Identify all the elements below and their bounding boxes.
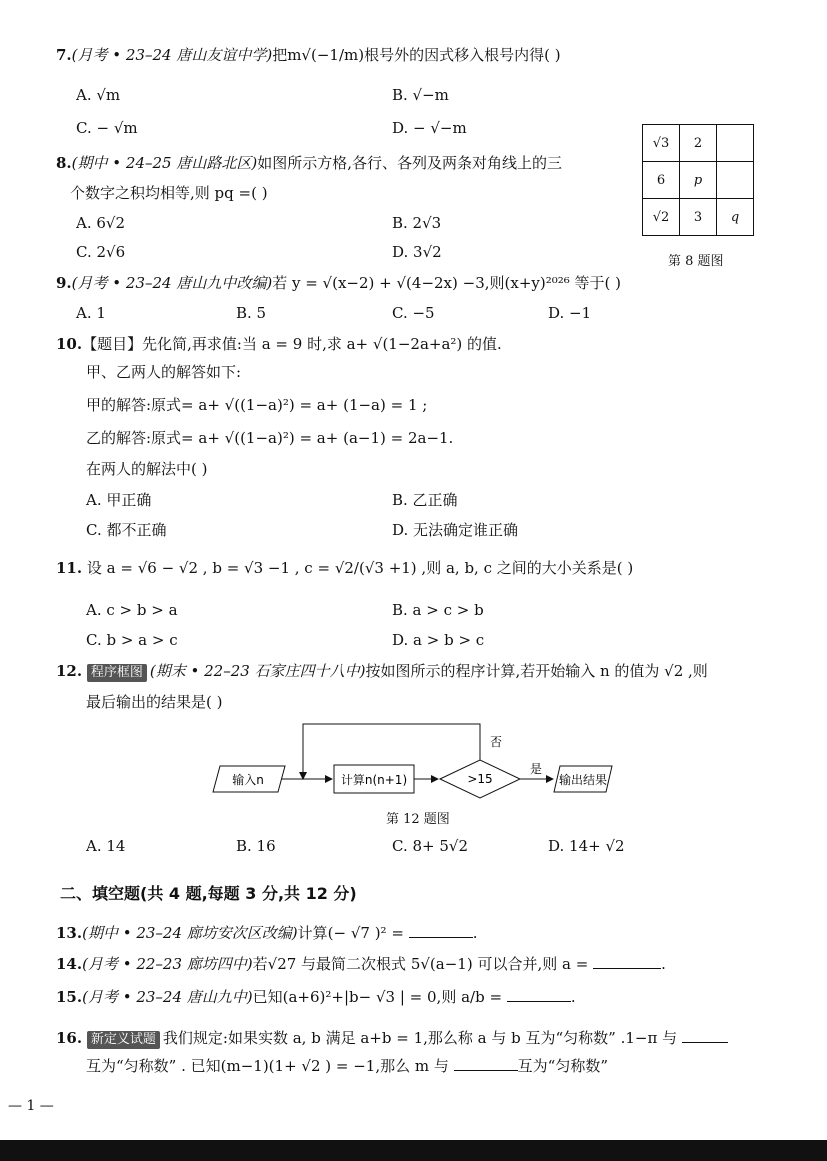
page-number: — 1 —	[8, 1098, 54, 1114]
grid-cell: 6	[643, 162, 680, 199]
flow-yes-label: 是	[529, 762, 543, 776]
q8-option-d[interactable]: D. 3√2	[392, 243, 442, 261]
q10-stem: 10.【题目】先化简,再求值:当 a = 9 时,求 a+ √(1−2a+a²) 的值.	[56, 335, 502, 353]
grid-cell: √2	[643, 199, 680, 236]
q9-stem: 9.(月考 • 23–24 唐山九中改编)若 y = √(x−2) + √(4−2x) −3,则(x+y)²⁰²⁶ 等于( )	[56, 274, 622, 292]
grid-cell: p	[680, 162, 717, 199]
q8-option-c[interactable]: C. 2√6	[76, 243, 126, 261]
grid-cell	[717, 162, 754, 199]
q7-option-a[interactable]: A. √m	[76, 86, 121, 104]
q8-option-b[interactable]: B. 2√3	[392, 214, 442, 232]
q14-answer-blank[interactable]	[593, 954, 661, 969]
q8-stem-line2: 个数字之积均相等,则 pq =( )	[70, 184, 268, 202]
flow-condition-label: >15	[467, 772, 493, 786]
q14-stem: 14.(月考 • 22–23 廊坊四中)若√27 与最简二次根式 5√(a−1) 可以合并,则 a = .	[56, 955, 666, 973]
q9-option-d[interactable]: D. −1	[548, 304, 592, 322]
q7-option-c[interactable]: C. − √m	[76, 119, 138, 137]
flow-output-label: 输出结果	[558, 773, 608, 787]
grid-cell: q	[717, 199, 754, 236]
q13-stem: 13.(期中 • 23–24 廊坊安次区改编)计算(− √7 )² = .	[56, 924, 478, 942]
grid-cell: 2	[680, 125, 717, 162]
q12-option-c[interactable]: C. 8+ 5√2	[392, 837, 469, 855]
q7-option-d[interactable]: D. − √−m	[392, 119, 467, 137]
q9-option-c[interactable]: C. −5	[392, 304, 435, 322]
grid-cell	[717, 125, 754, 162]
q12-figure-caption: 第 12 题图	[386, 812, 450, 827]
q15-stem: 15.(月考 • 23–24 唐山九中)已知(a+6)²+|b− √3 | = 0,则 a/b = .	[56, 988, 576, 1006]
q10-line1: 甲、乙两人的解答如下:	[86, 363, 242, 381]
q12-option-d[interactable]: D. 14+ √2	[548, 837, 625, 855]
q11-stem: 11. 设 a = √6 − √2 , b = √3 −1 , c = √2/(√3 +1) ,则 a, b, c 之间的大小关系是( )	[56, 559, 634, 577]
grid-cell: √3	[643, 125, 680, 162]
q16-tag: 新定义试题	[87, 1031, 160, 1049]
q12-flowchart	[210, 718, 620, 808]
q11-option-c[interactable]: C. b > a > c	[86, 631, 178, 649]
q9-option-a[interactable]: A. 1	[76, 304, 106, 322]
q10-option-b[interactable]: B. 乙正确	[392, 491, 458, 509]
q16-answer-blank-2[interactable]	[454, 1056, 518, 1071]
q12-option-b[interactable]: B. 16	[236, 837, 276, 855]
q11-option-a[interactable]: A. c > b > a	[86, 601, 178, 619]
grid-cell: 3	[680, 199, 717, 236]
q9-option-b[interactable]: B. 5	[236, 304, 267, 322]
q16-answer-blank-1[interactable]	[682, 1028, 728, 1043]
flow-no-label: 否	[490, 735, 503, 749]
q7-stem: 7.(月考 • 23–24 唐山友谊中学)把m√(−1/m)根号外的因式移入根号内得( )	[56, 46, 561, 64]
q16-stem-line2: 互为“匀称数” . 已知(m−1)(1+ √2 ) = −1,那么 m 与 互为“匀称数”	[86, 1057, 609, 1075]
q15-answer-blank[interactable]	[507, 987, 571, 1002]
q10-option-d[interactable]: D. 无法确定谁正确	[392, 521, 519, 539]
q8-option-a[interactable]: A. 6√2	[76, 214, 126, 232]
q8-magic-square	[642, 124, 754, 236]
q8-stem-line1: 8.(期中 • 24–25 唐山路北区)如图所示方格,各行、各列及两条对角线上的三	[56, 154, 562, 172]
q16-stem-line1: 16. 新定义试题 我们规定:如果实数 a, b 满足 a+b = 1,那么称 a 与 b 互为“匀称数” .1−π 与	[56, 1028, 728, 1049]
q8-figure-caption: 第 8 题图	[668, 254, 724, 269]
q10-option-c[interactable]: C. 都不正确	[86, 521, 167, 539]
q10-line3: 乙的解答:原式= a+ √((1−a)²) = a+ (a−1) = 2a−1.	[86, 429, 454, 447]
q10-option-a[interactable]: A. 甲正确	[86, 491, 152, 509]
q12-tag: 程序框图	[87, 664, 147, 682]
bottom-edge-bar	[0, 1140, 827, 1161]
q10-line2: 甲的解答:原式= a+ √((1−a)²) = a+ (1−a) = 1 ;	[86, 396, 428, 414]
q12-stem-line1: 12. 程序框图 (期末 • 22–23 石家庄四十八中)按如图所示的程序计算,若开始输入 n 的值为 √2 ,则	[56, 662, 708, 680]
q12-option-a[interactable]: A. 14	[86, 837, 126, 855]
q11-option-b[interactable]: B. a > c > b	[392, 601, 484, 619]
flow-calc-label: 计算n(n+1)	[340, 773, 408, 787]
q10-line4: 在两人的解法中( )	[86, 460, 208, 478]
flow-input-label: 输入n	[232, 773, 264, 787]
q11-option-d[interactable]: D. a > b > c	[392, 631, 485, 649]
q13-answer-blank[interactable]	[409, 923, 473, 938]
q7-option-b[interactable]: B. √−m	[392, 86, 449, 104]
q12-stem-line2: 最后输出的结果是( )	[86, 693, 223, 711]
section-fill-in-title: 二、填空题(共 4 题,每题 3 分,共 12 分)	[60, 884, 357, 903]
